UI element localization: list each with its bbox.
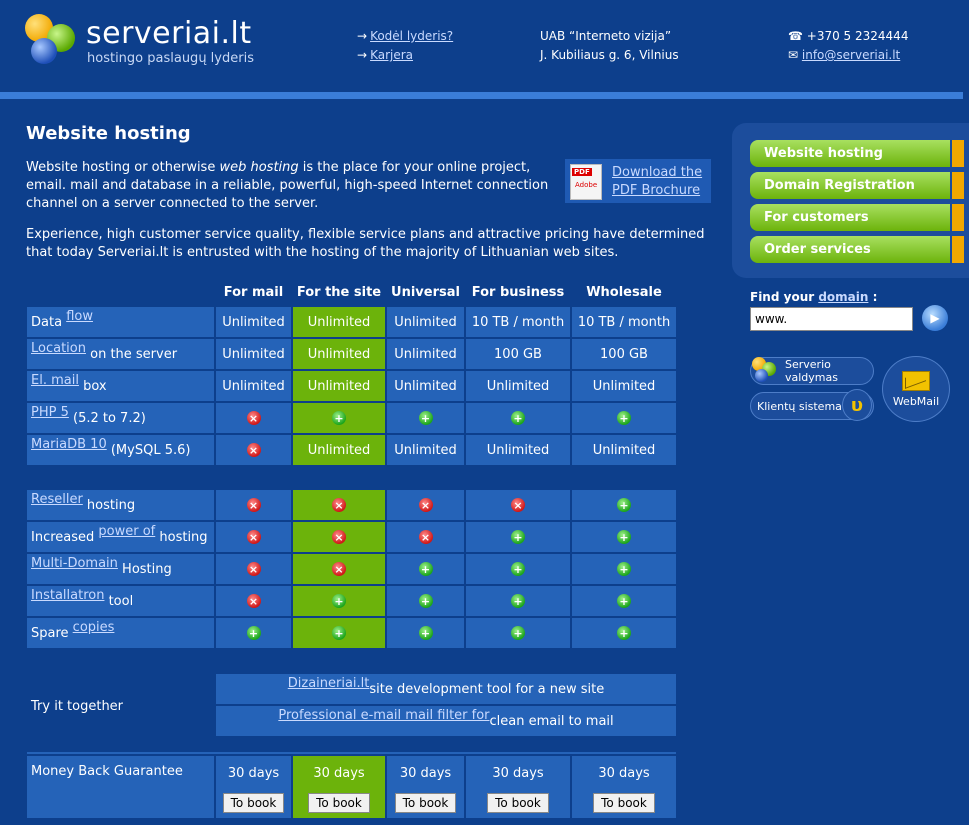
x-circle-icon: × (419, 498, 433, 512)
arrow-icon: → (357, 48, 368, 62)
pdf-brochure-box[interactable] (565, 159, 711, 203)
table-cell: 10 TB / month (466, 307, 570, 337)
table-cell (293, 490, 385, 520)
table-cell (216, 490, 291, 520)
page-title: Website hosting (26, 123, 191, 144)
book-button[interactable]: To book (593, 793, 655, 813)
phone-number: +370 5 2324444 (806, 29, 909, 43)
feature-link[interactable]: copies (72, 619, 115, 635)
guarantee-days: 30 days (293, 756, 385, 788)
server-management-button[interactable]: Serverio valdymas (750, 357, 874, 385)
table-cell: Unlimited (293, 339, 385, 369)
address-line: J. Kubiliaus g. 6, Vilnius (540, 48, 679, 62)
guarantee-days: 30 days (572, 756, 676, 788)
company-name: UAB “Interneto vizija” (540, 29, 672, 43)
divider (27, 752, 676, 754)
feature-label: Installatron tool (27, 586, 214, 616)
plan-header: For the site (296, 284, 382, 300)
plan-header: Universal (391, 284, 460, 300)
feature-link[interactable]: power of (98, 523, 156, 539)
feature-label: Multi-Domain Hosting (27, 554, 214, 584)
table-cell: Unlimited (387, 307, 464, 337)
plus-circle-icon: + (617, 530, 631, 544)
table-cell: Unlimited (293, 307, 385, 337)
money-back-label: Money Back Guarantee (27, 756, 214, 818)
plus-circle-icon: + (617, 594, 631, 608)
webmail-button[interactable]: WebMail (882, 356, 950, 422)
logo-ball-blue (31, 38, 57, 64)
book-button[interactable]: To book (487, 793, 549, 813)
table-cell (572, 522, 676, 552)
table-cell: Unlimited (572, 371, 676, 401)
table-cell (387, 403, 464, 433)
book-cell (387, 788, 464, 818)
table-cell (387, 586, 464, 616)
table-cell (466, 522, 570, 552)
table-cell (216, 618, 291, 648)
table-cell (387, 522, 464, 552)
table-cell (572, 490, 676, 520)
plus-circle-icon: + (511, 562, 525, 576)
feature-link[interactable]: MariaDB 10 (31, 436, 107, 452)
plan-header: For mail (223, 284, 284, 300)
plus-circle-icon: + (419, 594, 433, 608)
book-cell (572, 788, 676, 818)
x-circle-icon: × (419, 530, 433, 544)
x-circle-icon: × (332, 562, 346, 576)
guarantee-days: 30 days (387, 756, 464, 788)
plus-circle-icon: + (617, 498, 631, 512)
menu-for-customers[interactable]: For customers (750, 204, 950, 231)
x-circle-icon: × (332, 530, 346, 544)
menu-tip (952, 172, 964, 199)
plus-circle-icon: + (511, 594, 525, 608)
menu-tip (952, 236, 964, 263)
logo-icon[interactable] (25, 14, 80, 69)
feature-link[interactable]: PHP 5 (31, 404, 69, 420)
plus-circle-icon: + (247, 626, 261, 640)
x-circle-icon: × (247, 411, 261, 425)
plus-circle-icon: + (332, 626, 346, 640)
mail-filter-link[interactable]: Professional e-mail mail filter for (278, 707, 490, 723)
table-cell (216, 554, 291, 584)
book-cell (466, 788, 570, 818)
link-careers[interactable]: Karjera (370, 48, 414, 62)
table-cell: Unlimited (387, 435, 464, 465)
table-cell (466, 586, 570, 616)
domain-link[interactable]: domain (818, 290, 869, 304)
feature-link[interactable]: Location (31, 340, 86, 356)
plus-circle-icon: + (419, 411, 433, 425)
table-cell (466, 618, 570, 648)
table-cell (293, 522, 385, 552)
feature-link[interactable]: flow (66, 308, 93, 324)
plus-circle-icon: + (419, 626, 433, 640)
table-cell (572, 554, 676, 584)
x-circle-icon: × (247, 498, 261, 512)
table-cell (466, 554, 570, 584)
x-circle-icon: × (247, 443, 261, 457)
feature-link[interactable]: El. mail (31, 372, 79, 388)
arrow-icon: → (357, 29, 368, 43)
intro-text: Website hosting or otherwise web hosting is the place for your online project, email. mail and database in a reliable, powerful, high-speed Internet connection channel on a server connected to the server. (26, 160, 549, 211)
x-circle-icon: × (247, 562, 261, 576)
plus-circle-icon: + (617, 562, 631, 576)
table-cell (387, 490, 464, 520)
feature-label: Location on the server (27, 339, 214, 369)
menu-tip (952, 140, 964, 167)
table-cell: Unlimited (216, 371, 291, 401)
envelope-icon (902, 371, 930, 391)
plus-circle-icon: + (332, 594, 346, 608)
plus-circle-icon: + (617, 411, 631, 425)
table-cell: 100 GB (466, 339, 570, 369)
find-domain-label: Find your domain : (750, 290, 878, 304)
try-row-designer: Dizaineriai.lt site development tool for a new site (216, 674, 676, 704)
menu-tip (952, 204, 964, 231)
guarantee-days: 30 days (216, 756, 291, 788)
plan-header: Wholesale (586, 284, 662, 300)
company-address (540, 27, 679, 65)
book-button[interactable]: To book (223, 793, 285, 813)
feature-link[interactable]: Installatron (31, 587, 105, 603)
plan-header: For business (471, 284, 565, 300)
play-arrow-icon: ▶ (930, 311, 940, 325)
domain-search-input[interactable] (750, 307, 913, 331)
table-cell: 100 GB (572, 339, 676, 369)
dizaineriai-link[interactable]: Dizaineriai.lt (287, 675, 370, 691)
table-cell (387, 618, 464, 648)
feature-label: Increased power of hosting (27, 522, 214, 552)
table-cell (466, 490, 570, 520)
table-cell: Unlimited (216, 307, 291, 337)
header-divider (0, 92, 963, 99)
book-cell (216, 788, 291, 818)
contact-info (788, 27, 908, 65)
table-cell (466, 403, 570, 433)
try-together-label: Try it together (31, 698, 124, 714)
table-cell (572, 618, 676, 648)
plus-circle-icon: + (332, 411, 346, 425)
plus-circle-icon: + (419, 562, 433, 576)
plus-circle-icon: + (511, 530, 525, 544)
table-cell: 10 TB / month (572, 307, 676, 337)
table-cell (293, 586, 385, 616)
table-cell: Unlimited (466, 371, 570, 401)
table-cell (216, 435, 291, 465)
phone-icon: ☎ (788, 29, 803, 43)
plus-circle-icon: + (511, 626, 525, 640)
email-link[interactable]: info@serveriai.lt (801, 48, 901, 62)
table-cell (216, 586, 291, 616)
table-cell (293, 618, 385, 648)
menu-domain-registration[interactable]: Domain Registration (750, 172, 950, 199)
table-cell: Unlimited (387, 371, 464, 401)
domain-search-button[interactable] (922, 305, 948, 331)
client-system-icon: υ (842, 389, 872, 421)
table-cell (572, 586, 676, 616)
table-cell (387, 554, 464, 584)
table-cell (293, 403, 385, 433)
feature-label: El. mail box (27, 371, 214, 401)
table-cell: Unlimited (387, 339, 464, 369)
plus-circle-icon: + (511, 411, 525, 425)
table-cell: Unlimited (216, 339, 291, 369)
header-divider-gap (963, 92, 969, 99)
x-circle-icon: × (332, 498, 346, 512)
table-cell (293, 554, 385, 584)
guarantee-days: 30 days (466, 756, 570, 788)
menu-website-hosting[interactable]: Website hosting (750, 140, 950, 167)
book-cell (293, 788, 385, 818)
pdf-icon: PDF Adobe (570, 164, 602, 200)
feature-label: PHP 5 (5.2 to 7.2) (27, 403, 214, 433)
table-cell: Unlimited (466, 435, 570, 465)
table-cell: Unlimited (293, 371, 385, 401)
logo-subtitle: hostingo paslaugų lyderis (87, 51, 254, 66)
pdf-download-link[interactable]: Download the PDF Brochure (612, 165, 703, 198)
feature-label: MariaDB 10 (MySQL 5.6) (27, 435, 214, 465)
x-circle-icon: × (247, 530, 261, 544)
table-cell: Unlimited (572, 435, 676, 465)
x-circle-icon: × (247, 594, 261, 608)
header (0, 0, 969, 92)
logo-title[interactable]: serveriai.lt (86, 16, 252, 51)
feature-link[interactable]: Multi-Domain (31, 555, 118, 571)
book-button[interactable]: To book (308, 793, 370, 813)
link-why-leader[interactable]: Kodėl lyderis? (370, 29, 454, 43)
table-cell (572, 403, 676, 433)
table-cell: Unlimited (293, 435, 385, 465)
feature-link[interactable]: Reseller (31, 491, 83, 507)
table-cell (216, 522, 291, 552)
x-circle-icon: × (511, 498, 525, 512)
server-management-icon (752, 357, 778, 383)
menu-order-services[interactable]: Order services (750, 236, 950, 263)
try-row-mail-filter: Professional e-mail mail filter for clean email to mail (216, 706, 676, 736)
header-links (357, 27, 453, 65)
client-system-button[interactable]: Klientų sistema (750, 392, 874, 420)
book-button[interactable]: To book (395, 793, 457, 813)
feature-label: Data flow (27, 307, 214, 337)
plus-circle-icon: + (617, 626, 631, 640)
feature-label: Spare copies (27, 618, 214, 648)
mail-icon: ✉ (788, 48, 799, 62)
intro-text-2: Experience, high customer service quality, flexible service plans and attractive pricing have determined that today Serveriai.lt is entrusted with the hosting of the majority of Lithuanian web sites. (26, 227, 705, 260)
feature-label: Reseller hosting (27, 490, 214, 520)
table-cell (216, 403, 291, 433)
